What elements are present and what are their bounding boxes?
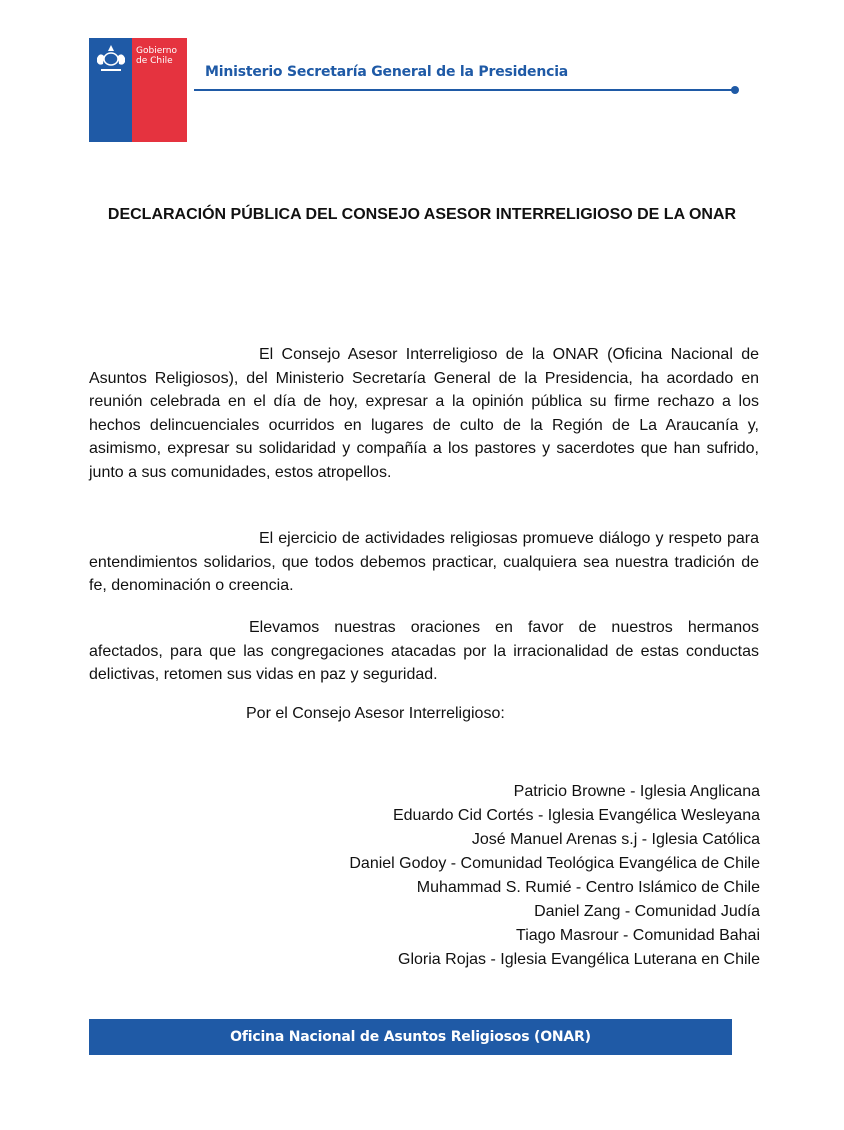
signer: Muhammad S. Rumié - Centro Islámico de Chile (416, 879, 760, 896)
signer: Daniel Godoy - Comunidad Teológica Evangélica de Chile (349, 855, 760, 872)
signer: Gloria Rojas - Iglesia Evangélica Luterana en Chile (398, 951, 760, 968)
coat-of-arms-icon (92, 42, 130, 76)
logo-label: Gobierno de Chile (136, 46, 177, 66)
document-title: DECLARACIÓN PÚBLICA DEL CONSEJO ASESOR INTERRELIGIOSO DE LA ONAR (107, 206, 737, 223)
header-rule (194, 89, 734, 91)
signer: Eduardo Cid Cortés - Iglesia Evangélica Wesleyana (392, 807, 760, 824)
paragraph-3: Elevamos nuestras oraciones en favor de nuestros hermanos afectados, para que las congregaciones atacadas por la irracionalidad de estas conductas delictivas, retomen sus vidas en paz y seguridad. (89, 619, 759, 683)
gobierno-de-chile-logo (89, 38, 187, 142)
signer: Tiago Masrour - Comunidad Bahai (516, 927, 760, 944)
paragraph-2: El ejercicio de actividades religiosas promueve diálogo y respeto para entendimientos solidarios, que todos debemos practicar, cualquiera sea nuestra tradición de fe, denominación o creencia. (89, 530, 759, 594)
signers-list (200, 780, 760, 972)
ministry-name: Ministerio Secretaría General de la Presidencia (205, 64, 569, 80)
signer: Daniel Zang - Comunidad Judía (534, 903, 760, 920)
footer-banner: Oficina Nacional de Asuntos Religiosos (ONAR) (89, 1019, 732, 1055)
signer: José Manuel Arenas s.j - Iglesia Católica (471, 831, 760, 848)
signer: Patricio Browne - Iglesia Anglicana (513, 783, 760, 800)
signature-intro: Por el Consejo Asesor Interreligioso: (246, 705, 505, 722)
paragraph-1: El Consejo Asesor Interreligioso de la ONAR (Oficina Nacional de Asuntos Religiosos), del Ministerio Secretaría General de la Presidencia, ha acordado en reunión celebrada en el día de hoy, expresar a la opinión pública su firme rechazo a los hechos delincuenciales ocurridos en lugares de culto de la Región de La Araucanía y, asimismo, expresar su solidaridad y compañía a los pastores y sacerdotes que han sufrido, junto a sus comunidades, estos atropellos. (89, 346, 759, 481)
header-rule-dot (731, 86, 739, 94)
